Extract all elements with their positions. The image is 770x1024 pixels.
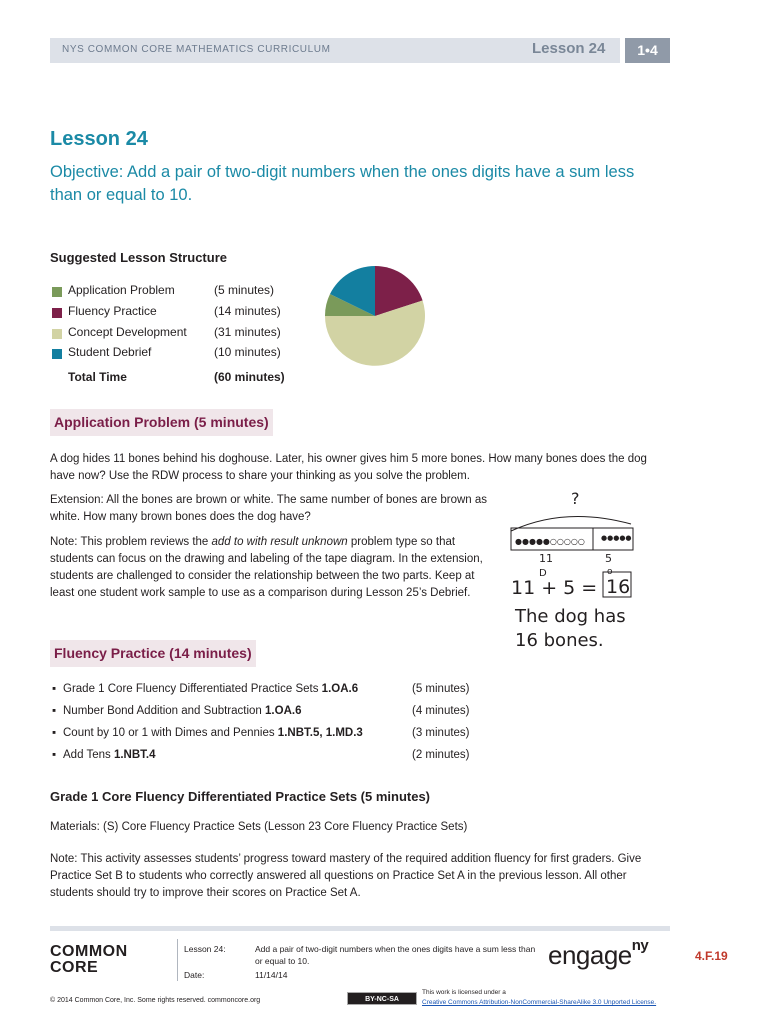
structure-label: Student Debrief [68, 345, 152, 359]
legend-swatch [52, 308, 62, 318]
fluency-item-text: Add Tens [63, 749, 114, 761]
fluency-item-standard: 1.OA.6 [265, 705, 302, 717]
footer-lesson-key: Lesson 24: [184, 944, 226, 954]
page-number: 4.F.19 [695, 949, 728, 963]
objective: Objective: Add a pair of two-digit numbers when the ones digits have a sum less than or equal to 10. [50, 163, 635, 204]
module-badge: 1•4 [625, 38, 670, 63]
note-emphasis: add to with result unknown [211, 536, 348, 548]
application-extension: Extension: All the bones are brown or white. The same number of bones are brown as white. How many brown bones does the dog have? [50, 494, 488, 523]
footer-date-value: 11/14/14 [255, 970, 288, 980]
fluency-item-standard: 1.NBT.4 [113, 749, 156, 761]
work-label-o: o [607, 567, 613, 577]
total-label: Total Time [68, 370, 127, 384]
footer-date-key: Date: [184, 970, 205, 980]
fluency-heading: Fluency Practice (14 minutes) [50, 640, 256, 667]
common-core-logo [50, 944, 150, 976]
structure-label: Concept Development [68, 325, 187, 339]
subsection-note: Note: This activity assesses students’ progress toward mastery of the required addition fluency for first graders. Give Practice Set B to students who correctly answered all questions on Practice Set A in the previous lesson. All other students should try to improve their scores on Practice Set A. [50, 853, 642, 899]
fluency-item-text: Number Bond Addition and Subtraction [63, 705, 266, 717]
work-sentence: 16 bones. [515, 630, 604, 651]
logo-line: COMMON [50, 943, 128, 960]
fluency-item-text: Count by 10 or 1 with Dimes and Pennies [63, 727, 278, 739]
work-bracket [511, 516, 631, 531]
cc-license-badge: BY-NC-SA [347, 992, 417, 1005]
work-sentence: The dog has [515, 606, 626, 627]
work-label-11: 11 [539, 552, 553, 565]
materials: Materials: (S) Core Fluency Practice Sets (Lesson 23 Core Fluency Practice Sets) [50, 821, 468, 833]
structure-time: (31 minutes) [214, 325, 281, 339]
student-work-sample [505, 486, 675, 656]
bullet-icon: ▪ [52, 705, 57, 717]
bullet-icon: ▪ [52, 749, 57, 761]
legend-swatch [52, 349, 62, 359]
engage-ny-text: ny [631, 937, 649, 955]
fluency-item-time: (3 minutes) [412, 727, 470, 739]
work-label-5: 5 [605, 552, 612, 565]
license-text: This work is licensed under a [422, 989, 506, 996]
engage-text: engage [548, 940, 632, 970]
total-time: (60 minutes) [214, 370, 285, 384]
fluency-item-time: (5 minutes) [412, 683, 470, 695]
header-lesson-label: Lesson 24 [532, 40, 606, 57]
structure-label: Application Problem [68, 283, 175, 297]
footer-band [50, 926, 670, 931]
work-label-d: D [539, 568, 547, 579]
legend-swatch [52, 287, 62, 297]
work-dots: ●●●●● [601, 534, 632, 542]
footer-divider [177, 939, 178, 981]
fluency-item-time: (4 minutes) [412, 705, 470, 717]
engage-ny-logo [548, 937, 649, 971]
work-equation: 11 + 5 = [511, 577, 598, 599]
application-heading: Application Problem (5 minutes) [50, 409, 273, 436]
lesson-structure-pie [325, 266, 425, 366]
work-answer: 16 [606, 576, 631, 598]
structure-title: Suggested Lesson Structure [50, 250, 227, 265]
subsection-title: Grade 1 Core Fluency Differentiated Practice Sets (5 minutes) [50, 789, 431, 804]
structure-time: (10 minutes) [214, 345, 281, 359]
copyright: © 2014 Common Core, Inc. Some rights reserved. commoncore.org [50, 997, 261, 1004]
work-dots: ●●●●●○○○○○ [515, 537, 585, 546]
structure-label: Fluency Practice [68, 304, 157, 318]
fluency-item-standard: 1.OA.6 [321, 683, 359, 695]
note-text: problem type so that students can focus on the drawing and labeling of the tape diagram. In the extension, students are challenged to consider the relationship between the two parts. Keep at least one student work sample to use as a comparison during Lesson 25’s Debrief. [50, 536, 483, 599]
bullet-icon: ▪ [52, 683, 57, 695]
application-problem: A dog hides 11 bones behind his doghouse. Later, his owner gives him 5 more bones. How many bones does the dog have now? Use the RDW process to share your thinking as you solve the problem. [50, 453, 647, 482]
footer-lesson-value: Add a pair of two-digit numbers when the ones digits have a sum less than or equal to 10. [255, 944, 536, 966]
bullet-icon: ▪ [52, 727, 57, 739]
structure-time: (5 minutes) [214, 283, 275, 297]
license-link[interactable]: Creative Commons Attribution-NonCommercial-ShareAlike 3.0 Unported License. [422, 999, 657, 1006]
logo-line: CORE [50, 959, 99, 976]
application-note [50, 534, 490, 602]
fluency-item-standard: 1.NBT.5, 1.MD.3 [277, 727, 363, 739]
legend-swatch [52, 329, 62, 339]
lesson-title: Lesson 24 [50, 128, 148, 150]
fluency-item-time: (2 minutes) [412, 749, 470, 761]
structure-time: (14 minutes) [214, 304, 281, 318]
curriculum-label: NYS COMMON CORE MATHEMATICS CURRICULUM [62, 44, 331, 55]
work-question-mark: ? [571, 489, 580, 508]
fluency-item-text: Grade 1 Core Fluency Differentiated Practice Sets [63, 683, 322, 695]
note-text: Note: This problem reviews the [50, 536, 212, 548]
